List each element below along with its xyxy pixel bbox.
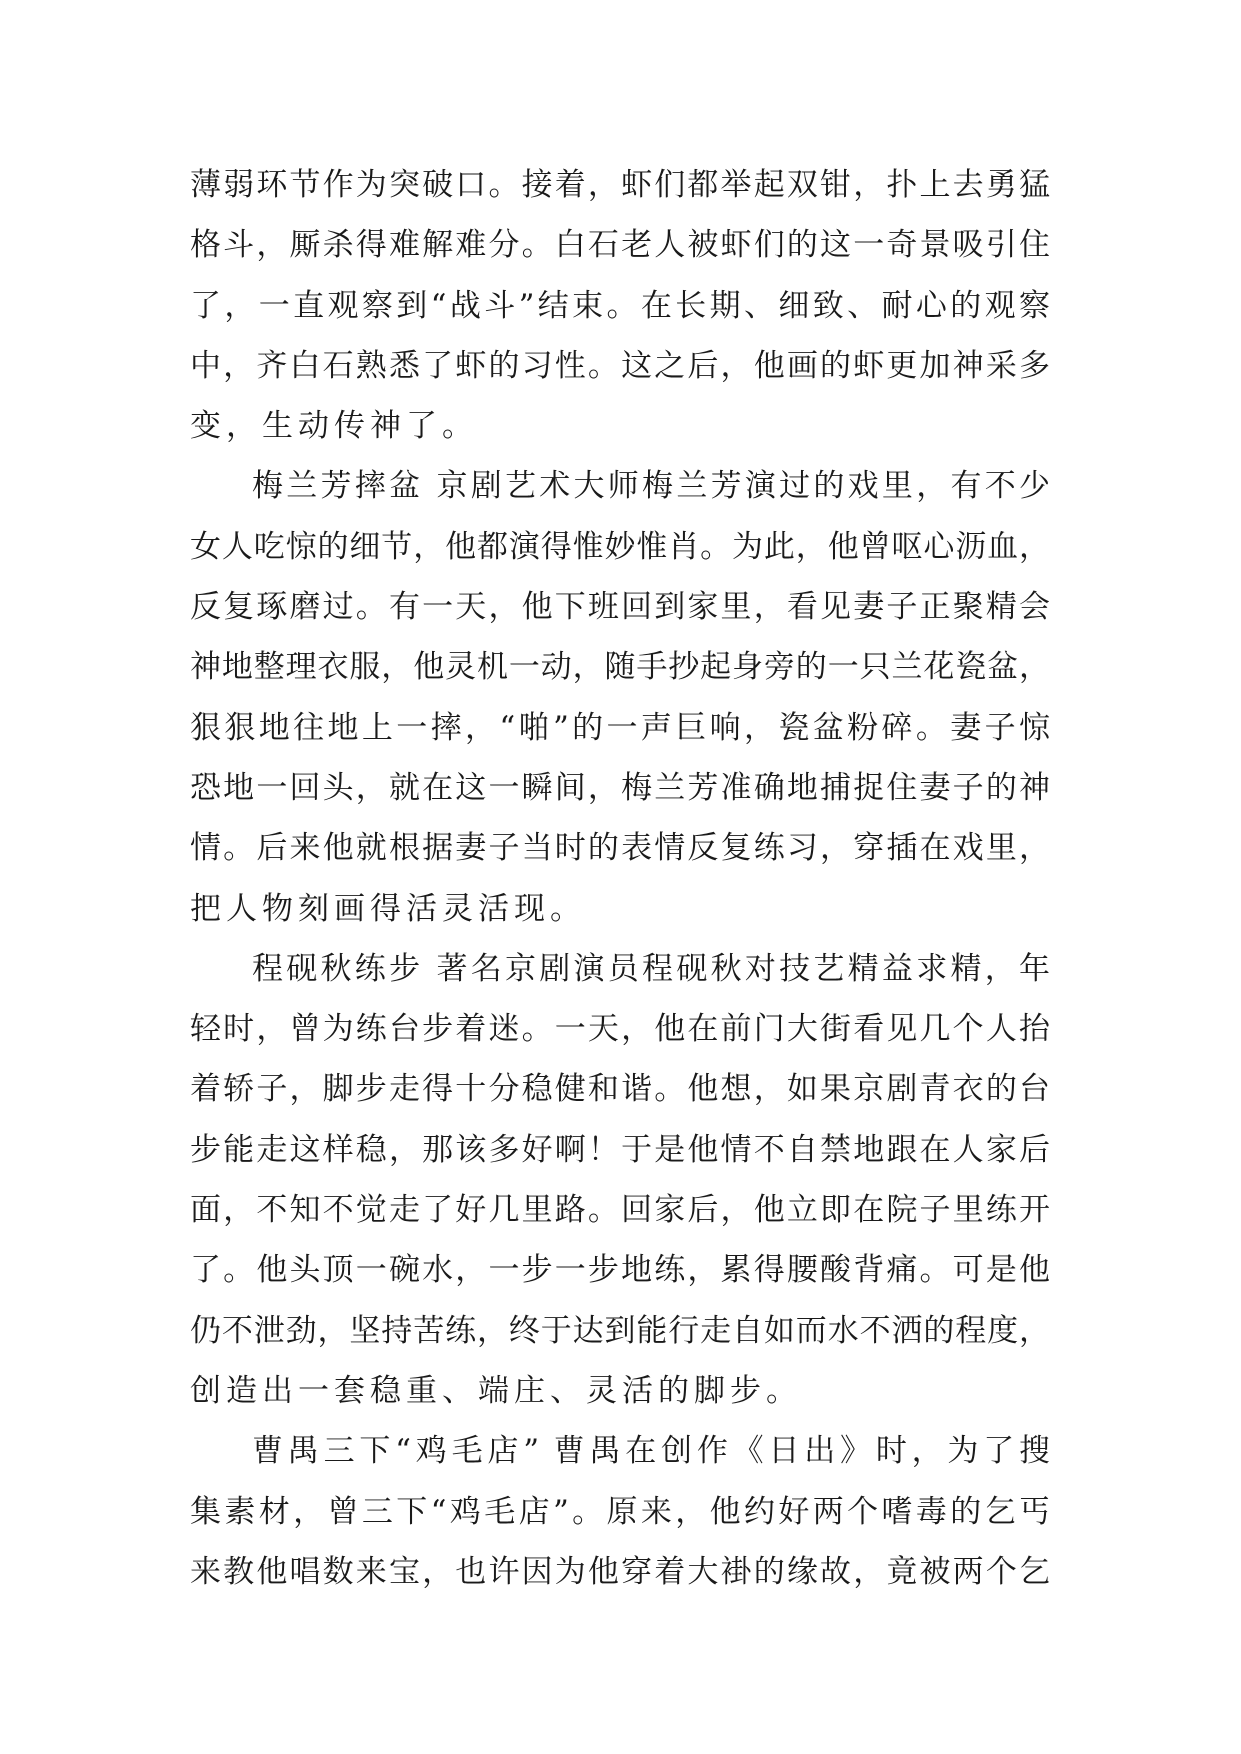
text-line: 薄弱环节作为突破口。接着，虾们都举起双钳，扑上去勇猛 [190, 167, 1050, 203]
text-line: 把人物刻画得活灵活现。 [190, 890, 586, 927]
text-line: 情。后来他就根据妻子当时的表情反复练习，穿插在戏里， [190, 830, 1050, 867]
text-line: 女人吃惊的细节，他都演得惟妙惟肖。为此，他曾呕心沥血， [190, 528, 1050, 565]
text-line: 神地整理衣服，他灵机一动，随手抄起身旁的一只兰花瓷盆， [190, 649, 1050, 686]
text-line: 了。他头顶一碗水，一步一步地练，累得腰酸背痛。可是他 [190, 1252, 1050, 1289]
text-line: 来教他唱数来宝，也许因为他穿着大褂的缘故，竟被两个乞 [190, 1553, 1050, 1590]
text-line: 轻时，曾为练台步着迷。一天，他在前门大街看见几个人抬 [190, 1011, 1050, 1048]
text-line: 着轿子，脚步走得十分稳健和谐。他想，如果京剧青衣的台 [190, 1071, 1050, 1108]
text-line: 了，一直观察到“战斗”结束。在长期、细致、耐心的观察 [190, 287, 1050, 324]
text-line: 恐地一回头，就在这一瞬间，梅兰芳准确地捕捉住妻子的神 [190, 769, 1050, 806]
text-line: 中，齐白石熟悉了虾的习性。这之后，他画的虾更加神采多 [190, 347, 1050, 384]
text-line: 反复琢磨过。有一天，他下班回到家里，看见妻子正聚精会 [190, 589, 1050, 626]
text-line: 仍不泄劲，坚持苦练，终于达到能行走自如而水不洒的程度， [190, 1312, 1050, 1349]
text-line: 面，不知不觉走了好几里路。回家后，他立即在院子里练开 [190, 1192, 1050, 1229]
document-page [190, 155, 1050, 1602]
text-line: 变，生动传神了。 [190, 408, 478, 445]
text-line: 曹禺三下“鸡毛店” 曹禺在创作《日出》时，为了搜 [252, 1433, 1050, 1470]
text-line: 狠狠地往地上一摔，“啪”的一声巨响，瓷盆粉碎。妻子惊 [190, 709, 1050, 746]
text-line: 集素材，曾三下“鸡毛店”。原来，他约好两个嗜毒的乞丐 [190, 1493, 1050, 1530]
text-line: 格斗，厮杀得难解难分。白石老人被虾们的这一奇景吸引住 [190, 227, 1050, 264]
text-line: 步能走这样稳，那该多好啊！于是他情不自禁地跟在人家后 [190, 1131, 1050, 1168]
text-line: 程砚秋练步 著名京剧演员程砚秋对技艺精益求精，年 [252, 950, 1050, 987]
text-line: 梅兰芳摔盆 京剧艺术大师梅兰芳演过的戏里，有不少 [252, 468, 1050, 505]
text-line: 创造出一套稳重、端庄、灵活的脚步。 [190, 1372, 802, 1409]
